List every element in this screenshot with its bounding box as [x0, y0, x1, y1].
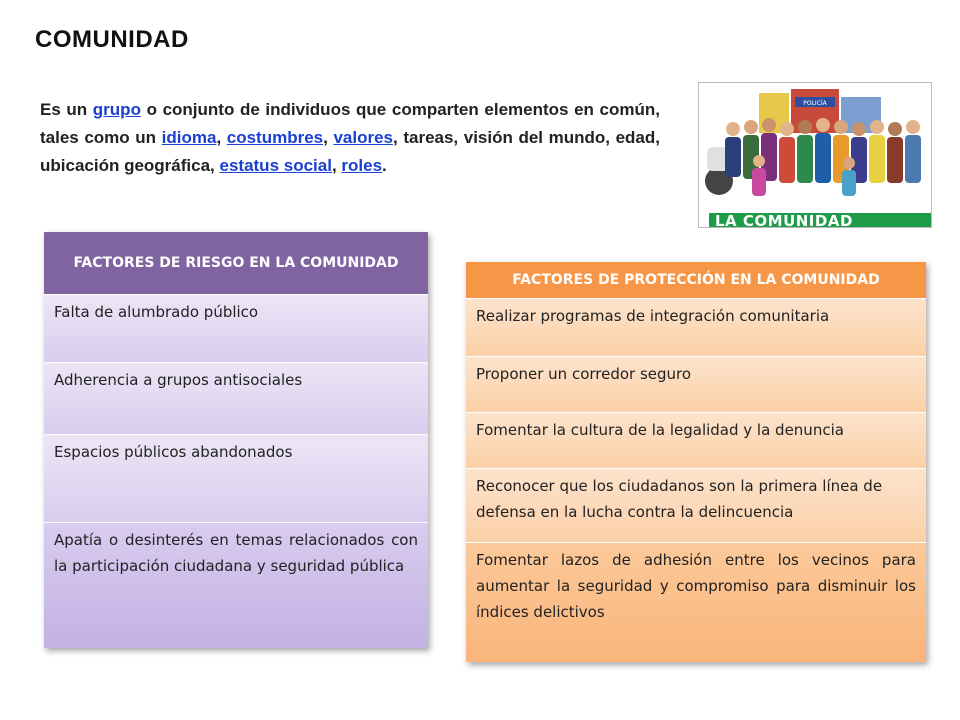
- protection-table-row: Fomentar lazos de adhesión entre los vecinos para aumentar la seguridad y compromiso para disminuir los índices delictivos: [466, 542, 926, 662]
- risk-table-row: Espacios públicos abandonados: [44, 434, 428, 522]
- protection-table-row: Reconocer que los ciudadanos son la primera línea de defensa en la lucha contra la delincuencia: [466, 468, 926, 542]
- intro-text: ,: [323, 128, 334, 147]
- risk-table-row: Adherencia a grupos antisociales: [44, 362, 428, 434]
- link-idioma[interactable]: idioma: [161, 128, 217, 147]
- protection-table-row: Proponer un corredor seguro: [466, 356, 926, 412]
- protection-table-row: Realizar programas de integración comunitaria: [466, 298, 926, 356]
- people-group: [725, 118, 921, 196]
- risk-table-header: FACTORES DE RIESGO EN LA COMUNIDAD: [44, 232, 428, 294]
- police-sign-text: POLICÍA: [803, 100, 827, 107]
- risk-factors-table: [44, 232, 428, 648]
- intro-text: , tareas, visión del mundo, edad, ubicación geográfica,: [40, 128, 660, 175]
- community-people-image: [699, 83, 931, 227]
- intro-text: ,: [331, 156, 342, 175]
- link-estatus-social[interactable]: estatus social: [219, 156, 332, 175]
- protection-table-header: FACTORES DE PROTECCIÓN EN LA COMUNIDAD: [466, 262, 926, 298]
- link-grupo[interactable]: grupo: [92, 100, 141, 119]
- page-title: COMUNIDAD: [35, 26, 189, 53]
- community-illustration: [698, 82, 932, 228]
- intro-text: .: [382, 156, 387, 175]
- intro-paragraph: [40, 96, 660, 180]
- risk-table-row: Apatía o desinterés en temas relacionados con la participación ciudadana y seguridad pública: [44, 522, 428, 648]
- link-roles[interactable]: roles: [341, 156, 383, 175]
- protection-factors-table: [466, 262, 926, 662]
- intro-text: o conjunto de individuos que comparten elementos en común, tales como un: [40, 100, 660, 147]
- intro-text: ,: [216, 128, 227, 147]
- risk-table-row: Falta de alumbrado público: [44, 294, 428, 362]
- link-costumbres[interactable]: costumbres: [226, 128, 324, 147]
- intro-text: Es un: [40, 100, 93, 119]
- link-valores[interactable]: valores: [333, 128, 394, 147]
- photo-caption: LA COMUNIDAD: [709, 213, 932, 227]
- protection-table-row: Fomentar la cultura de la legalidad y la denuncia: [466, 412, 926, 468]
